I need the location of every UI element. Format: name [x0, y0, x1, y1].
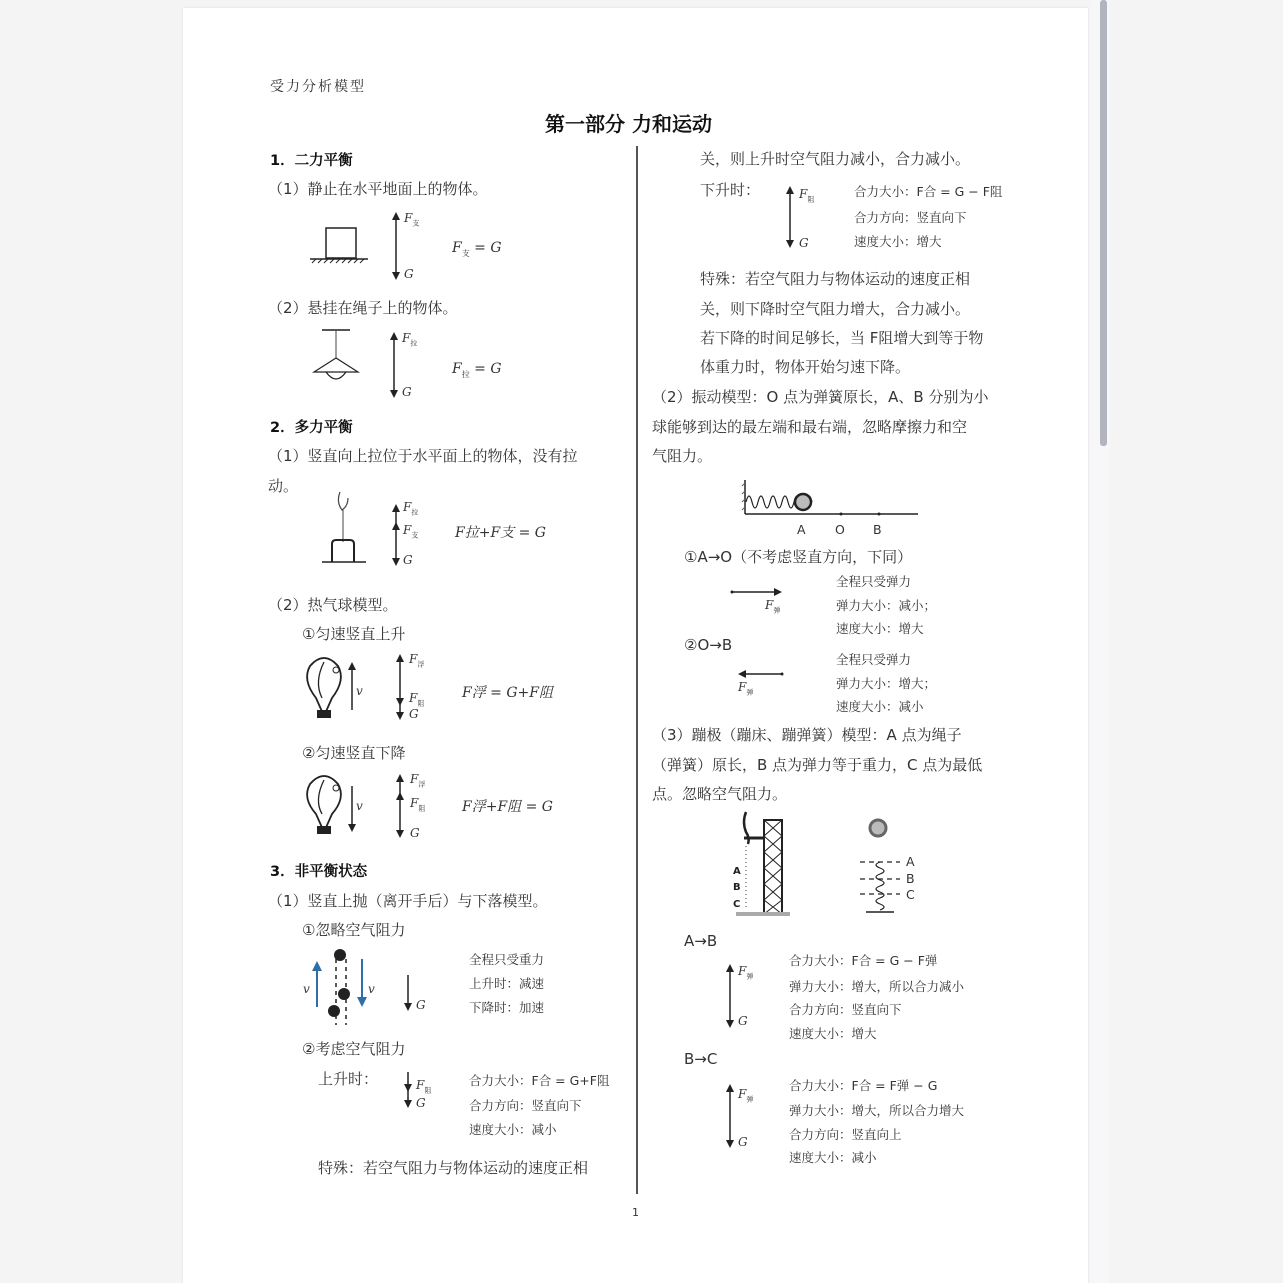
- vibration-text: 气阻力。: [652, 447, 713, 465]
- page-title: 第一部分 力和运动: [545, 112, 712, 136]
- item-text: （1）竖直向上拉位于水平面上的物体，没有拉: [268, 447, 578, 465]
- vibration-text: （2）振动模型：O 点为弹簧原长，A、B 分别为小: [652, 388, 989, 406]
- page-number: 1: [632, 1206, 639, 1219]
- special-line: 特殊：若空气阻力与物体运动的速度正相: [700, 270, 971, 288]
- force-label-spring: $F_弹$: [738, 680, 754, 697]
- point-label: A: [797, 522, 806, 537]
- force-label-gravity: G: [409, 707, 419, 721]
- rise-label: 上升时：: [318, 1070, 379, 1088]
- note-line: 合力方向：竖直向下: [854, 210, 967, 225]
- note-line: 速度大小：增大: [789, 1026, 877, 1041]
- force-label-support: $F_支$: [403, 523, 419, 540]
- point-label: A: [906, 854, 915, 869]
- force-arrow-left: [736, 668, 796, 680]
- note-line: 弹力大小：增大，所以合力增大: [789, 1103, 965, 1118]
- special-note: 特殊：若空气阻力与物体运动的速度正相: [318, 1159, 589, 1177]
- note-line: 速度大小：增大: [854, 234, 942, 249]
- force-label-gravity: G: [738, 1014, 748, 1028]
- force-label-drag: $F_阻$: [410, 796, 426, 813]
- force-label-gravity: G: [799, 236, 809, 250]
- force-label-gravity: G: [403, 553, 413, 567]
- note-line: 合力大小：F合 = G − F弹: [789, 953, 938, 968]
- vibration-text: 球能够到达的最左端和最右端，忽略摩擦力和空: [652, 418, 968, 436]
- svg-text:C: C: [733, 899, 741, 910]
- force-arrow-right: [730, 586, 790, 598]
- equation: $F_支 = G$: [452, 240, 502, 258]
- force-label-spring: $F_弹$: [738, 1087, 754, 1104]
- point-label: O: [835, 522, 845, 537]
- note-line: 全程只受弹力: [836, 574, 912, 589]
- force-label-gravity: G: [416, 998, 426, 1012]
- force-label-spring: $F_弹$: [738, 964, 754, 981]
- item-text: （1）静止在水平地面上的物体。: [268, 180, 488, 198]
- velocity-down-label: v: [368, 982, 375, 996]
- force-label-up: $F_支$: [404, 211, 420, 228]
- sub-item-label: ②匀速竖直下降: [302, 744, 406, 762]
- item-text: （2）悬挂在绳子上的物体。: [268, 299, 458, 317]
- note-line: 速度大小：减小: [836, 699, 924, 714]
- note-line: 合力方向：竖直向下: [469, 1098, 582, 1113]
- force-label-drag: $F_阻$: [799, 187, 815, 204]
- sub-item-label: ①匀速竖直上升: [302, 625, 406, 643]
- sub-item-label: A→B: [684, 932, 718, 950]
- section-heading-1: 1．二力平衡: [270, 153, 353, 169]
- velocity-up-label: v: [303, 982, 310, 996]
- item-text: （1）竖直上抛（离开手后）与下落模型。: [268, 892, 548, 910]
- note-line: 速度大小：减小: [789, 1150, 877, 1165]
- column-divider: [636, 146, 638, 1194]
- special-line: 若下降的时间足够长，当 F阻增大到等于物: [700, 329, 984, 347]
- sub-item-label: B→C: [684, 1050, 718, 1068]
- section-heading-3: 3．非平衡状态: [270, 864, 368, 880]
- note-line: 弹力大小：减小；: [836, 598, 937, 613]
- force-label-spring: $F_弹$: [765, 598, 781, 615]
- special-line: 关，则下降时空气阻力增大，合力减小。: [700, 300, 971, 318]
- note-line: 下降时：加速: [469, 1000, 545, 1015]
- continued-text: 关，则上升时空气阻力减小，合力减小。: [700, 150, 971, 168]
- note-line: 合力大小：F合 = F弹 − G: [789, 1078, 938, 1093]
- sub-item-label: ①A→O（不考虑竖直方向，下同）: [684, 548, 913, 566]
- note-line: 合力大小：F合 = G+F阻: [469, 1073, 610, 1088]
- equation: F拉+F支 = G: [455, 525, 546, 541]
- scrollbar-thumb[interactable]: [1100, 0, 1107, 446]
- note-line: 合力方向：竖直向下: [789, 1002, 902, 1017]
- note-line: 合力方向：竖直向上: [789, 1127, 902, 1142]
- note-line: 弹力大小：增大，所以合力减小: [789, 979, 965, 994]
- bungee-tower-diagram: [730, 808, 930, 918]
- velocity-label: v: [356, 799, 363, 813]
- note-line: 弹力大小：增大；: [836, 676, 937, 691]
- sub-item-label: ①忽略空气阻力: [302, 921, 406, 939]
- bungee-text: （弹簧）原长，B 点为弹力等于重力，C 点为最低: [652, 756, 983, 774]
- note-line: 全程只受重力: [469, 952, 545, 967]
- point-label: B: [873, 522, 882, 537]
- velocity-label: v: [356, 684, 363, 698]
- force-label-up: $F_拉$: [402, 331, 418, 348]
- note-line: 速度大小：减小: [469, 1122, 557, 1137]
- bungee-text: 点。忽略空气阻力。: [652, 785, 788, 803]
- force-label-down: G: [404, 267, 414, 281]
- note-line: 全程只受弹力: [836, 652, 912, 667]
- point-label: C: [906, 887, 915, 902]
- section-heading-2: 2．多力平衡: [270, 420, 353, 436]
- item-text: 动。: [268, 477, 299, 495]
- force-label-gravity: G: [738, 1135, 748, 1149]
- special-line: 体重力时，物体开始匀速下降。: [700, 358, 911, 376]
- svg-text:B: B: [733, 882, 741, 893]
- bungee-text: （3）蹦极（蹦床、蹦弹簧）模型：A 点为绳子: [652, 726, 962, 744]
- equation: F浮 = G+F阻: [462, 685, 553, 701]
- force-label-drag: $F_阻$: [409, 691, 425, 708]
- sub-item-label: ②考虑空气阻力: [302, 1040, 406, 1058]
- fall-label: 下升时：: [700, 181, 761, 199]
- force-label-gravity: G: [416, 1096, 426, 1110]
- force-label-gravity: G: [410, 826, 420, 840]
- force-label-buoyancy: $F_浮$: [409, 652, 425, 669]
- doc-header-label: 受力分析模型: [270, 79, 366, 95]
- point-label: B: [906, 871, 915, 886]
- sub-item-label: ②O→B: [684, 636, 733, 654]
- spring-oscillator-diagram: [742, 478, 922, 520]
- force-label-drag: $F_阻$: [416, 1078, 432, 1095]
- force-label-buoyancy: $F_浮$: [410, 772, 426, 789]
- equation: $F_拉 = G$: [452, 361, 502, 379]
- note-line: 上升时：减速: [469, 976, 545, 991]
- force-label-pull: $F_拉$: [403, 500, 419, 517]
- note-line: 合力大小：F合 = G − F阻: [854, 184, 1003, 199]
- note-line: 速度大小：增大: [836, 621, 924, 636]
- svg-text:A: A: [733, 866, 741, 877]
- item-text: （2）热气球模型。: [268, 596, 398, 614]
- force-label-down: G: [402, 385, 412, 399]
- equation: F浮+F阻 = G: [462, 799, 553, 815]
